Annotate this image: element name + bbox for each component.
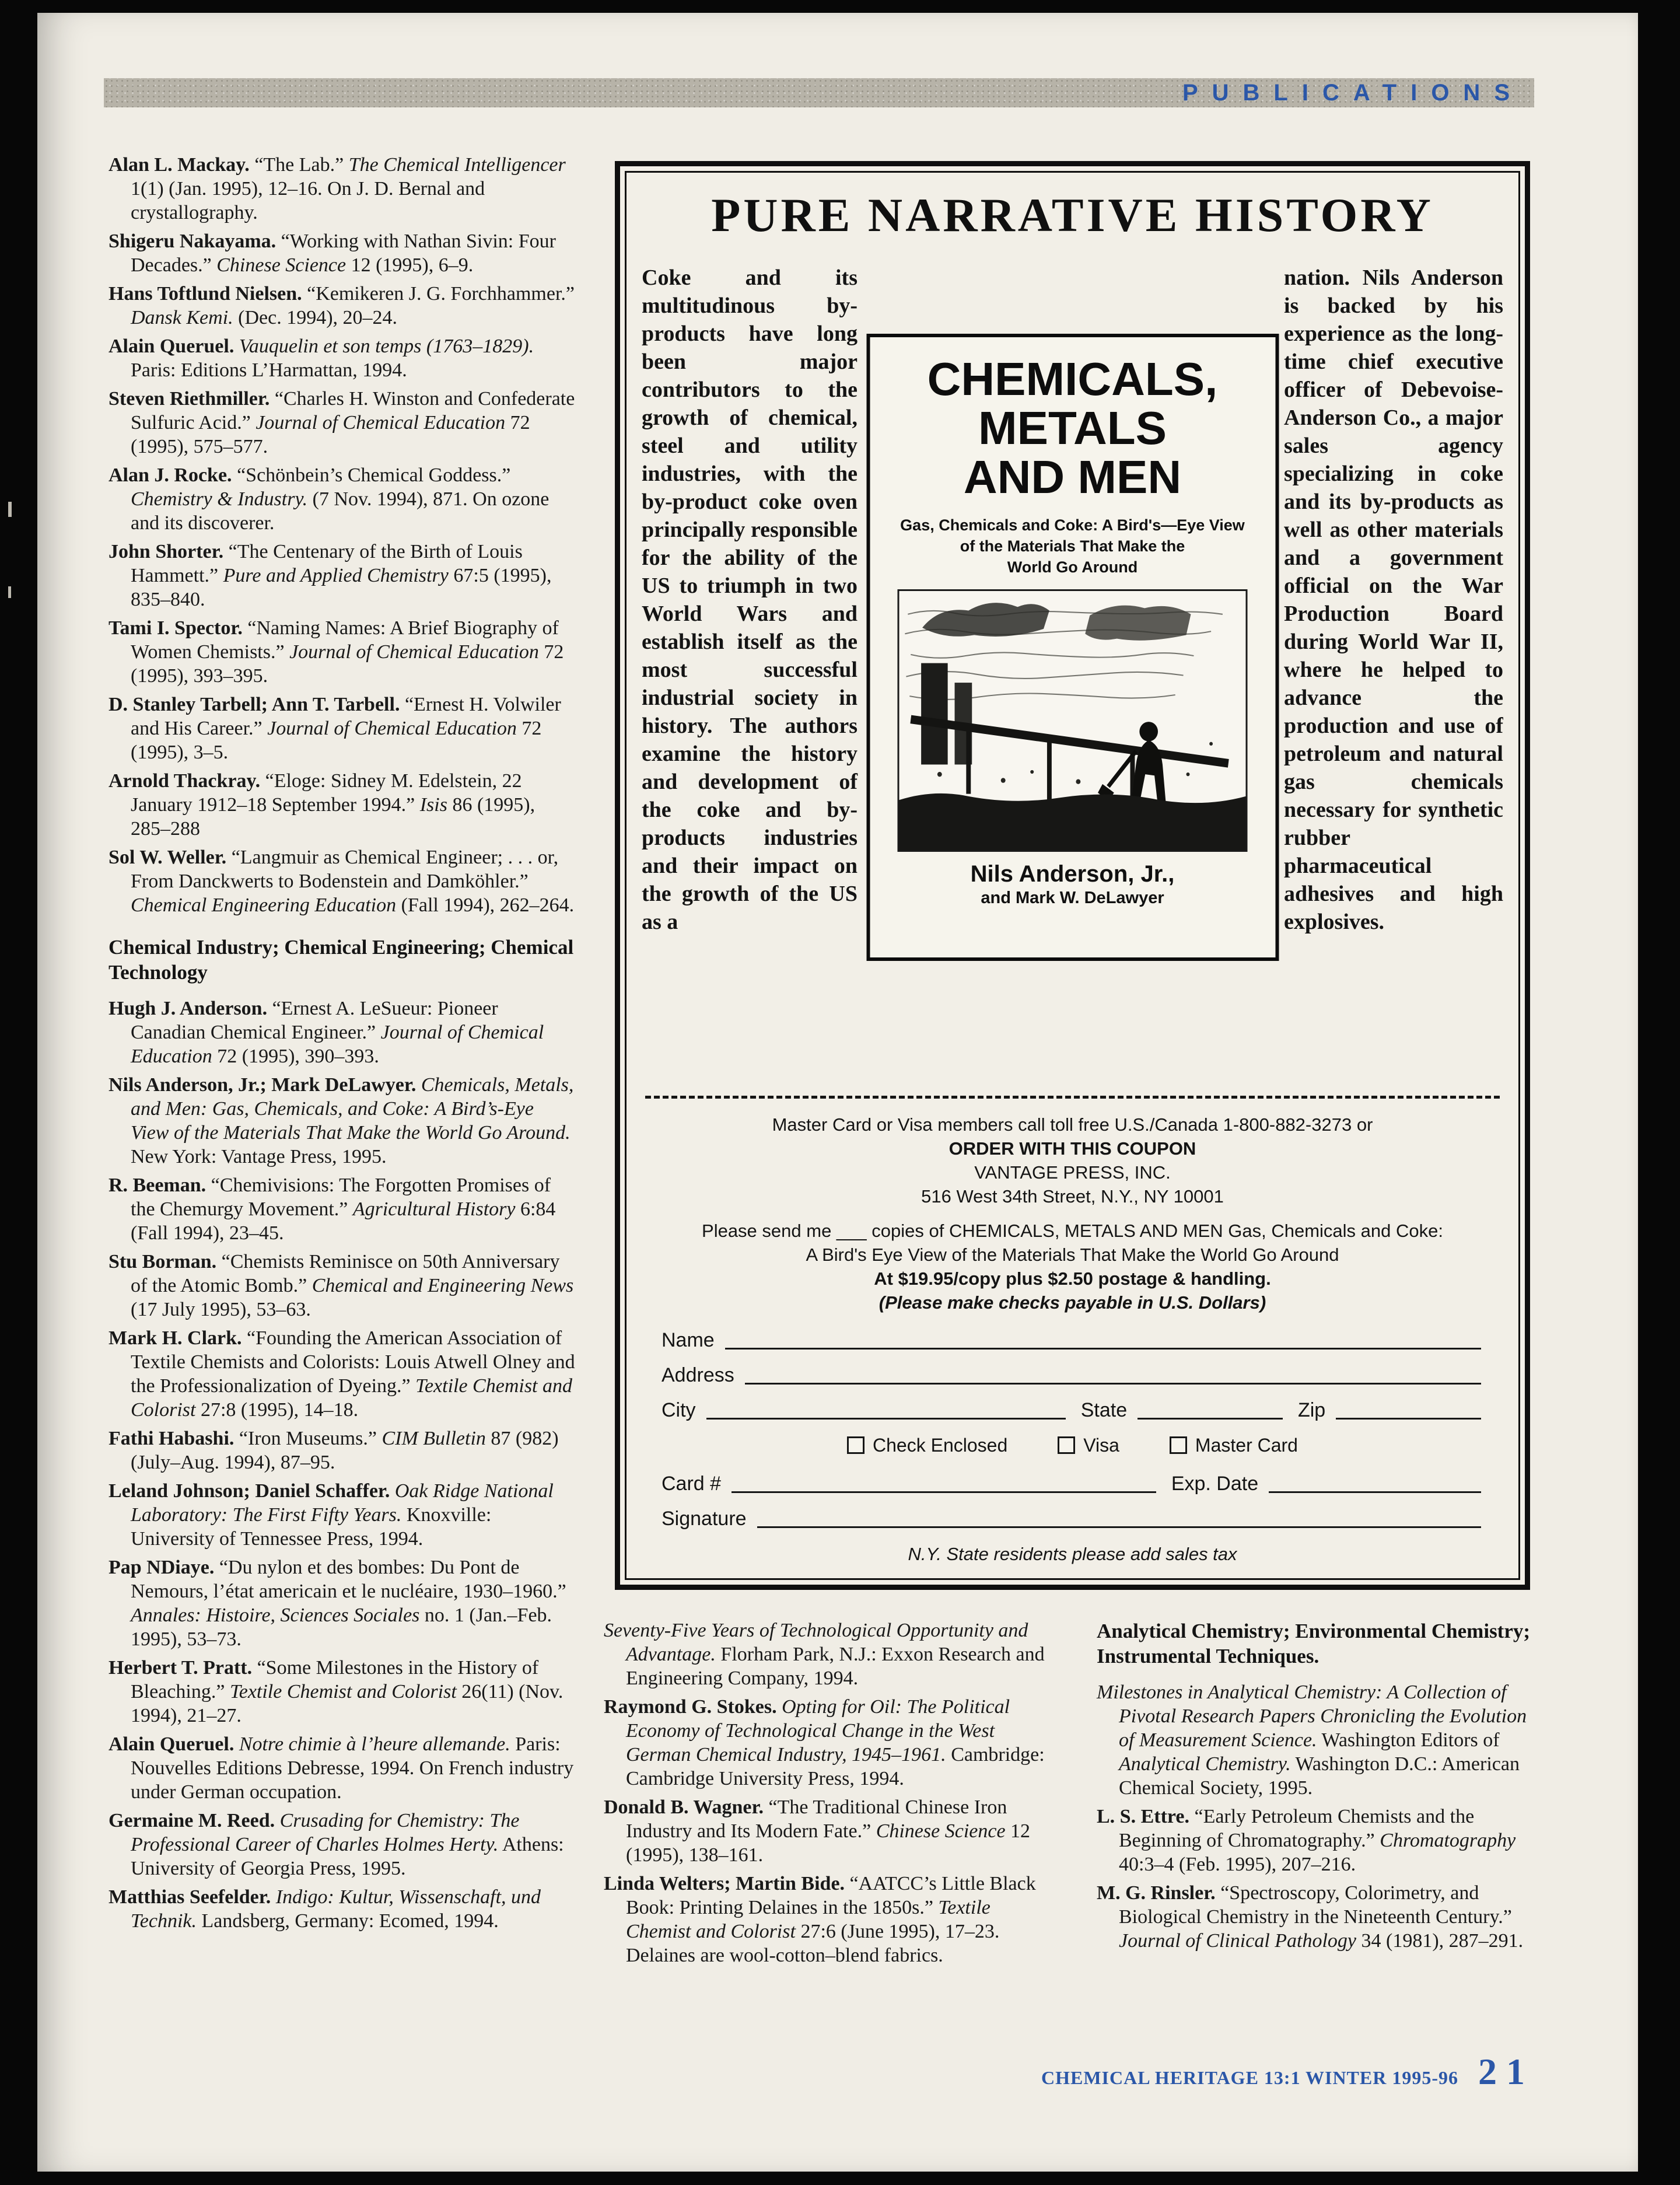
bibliography-entry: Arnold Thackray. “Eloge: Sidney M. Edelstein, 22 January 1912–18 September 1994.” Isis 86 (1995), 285–288 <box>108 770 536 840</box>
page-section-title: PUBLICATIONS <box>1182 80 1524 106</box>
name-field-row <box>662 1329 1483 1352</box>
bibliography-entry: Donald B. Wagner. “The Traditional Chinese Iron Industry and Its Modern Fate.” Chinese Science 12 (1995), 138–161. <box>604 1796 1031 1866</box>
signature-line <box>757 1510 1481 1528</box>
order-coupon-heading: ORDER WITH THIS COUPON <box>949 1138 1196 1159</box>
text-line: CHEMICALS, <box>927 353 1218 405</box>
state-field-label: State <box>1080 1399 1128 1421</box>
master-card-option <box>1170 1434 1298 1457</box>
bibliography-entry: John Shorter. “The Centenary of the Birth of Louis Hammett.” Pure and Applied Chemistry 67:5 (1995), 835–840. <box>108 541 552 610</box>
scan-artifact <box>8 502 12 517</box>
bibliography-entry: Alain Queruel. Notre chimie à l’heure allemande. Paris: Nouvelles Editions Debresse, 1994. On French industry under German occupation. <box>108 1733 574 1803</box>
bibliography-entry: Steven Riethmiller. “Charles H. Winston and Confederate Sulfuric Acid.” Journal of Chemical Education 72 (1995), 575–577. <box>108 388 575 457</box>
bibliography-entry: Alan J. Rocke. “Schönbein’s Chemical Goddess.” Chemistry & Industry. (7 Nov. 1994), 871. On ozone and its discoverer. <box>108 464 550 534</box>
zip-field-label: Zip <box>1297 1399 1326 1421</box>
bibliography-entry: Milestones in Analytical Chemistry: A Collection of Pivotal Research Papers Chronicling the Evolution of Measurement Science. Washington Editors of Analytical Chemistry. Washington D.C.: American Chemical Society, 1995. <box>1097 1681 1527 1799</box>
bibliography-column-middle <box>604 1618 1058 1972</box>
bibliography-column-left <box>108 153 575 1938</box>
city-state-zip-row <box>662 1399 1483 1422</box>
state-field-line <box>1138 1401 1283 1420</box>
bibliography-entry: Mark H. Clark. “Founding the American Association of Textile Chemists and Colorists: Louis Atwell Olney and the Professionalization of Dyeing.” Textile Chemist and Colorist 27:8 (1995), 14–18. <box>108 1327 575 1421</box>
bibliography-entry: Stu Borman. “Chemists Reminisce on 50th Anniversary of the Atomic Bomb.” Chemical and Engineering News (17 July 1995), 53–63. <box>108 1251 574 1320</box>
bibliography-entry: M. G. Rinsler. “Spectroscopy, Colorimetry, and Biological Chemistry in the Nineteenth Century.” Journal of Clinical Pathology 34 (1981), 287–291. <box>1097 1882 1524 1952</box>
book-advertisement <box>615 161 1530 1590</box>
journal-issue-line: CHEMICAL HERITAGE 13:1 WINTER 1995-96 <box>1041 2067 1458 2088</box>
bibliography-entry: Fathi Habashi. “Iron Museums.” CIM Bulletin 87 (982) (July–Aug. 1994), 87–95. <box>108 1428 559 1473</box>
name-field-label: Name <box>662 1329 715 1351</box>
book-subtitle <box>870 515 1275 578</box>
bibliography-entry: Shigeru Nakayama. “Working with Nathan Sivin: Four Decades.” Chinese Science 12 (1995), 6–9. <box>108 230 556 276</box>
book-author-secondary: and Mark W. DeLawyer <box>981 889 1164 907</box>
section-heading-chemical-industry: Chemical Industry; Chemical Engineering; Chemical Technology <box>108 936 574 984</box>
order-coupon <box>642 1113 1503 1566</box>
address-field-line <box>745 1366 1481 1385</box>
bibliography-entry: Hugh J. Anderson. “Ernest A. LeSueur: Pioneer Canadian Chemical Engineer.” Journal of Chemical Education 72 (1995), 390–393. <box>108 998 544 1067</box>
signature-row <box>662 1507 1483 1530</box>
bibliography-entry: Sol W. Weller. “Langmuir as Chemical Engineer; . . . or, From Danckwerts to Bodenstein and Damköhler.” Chemical Engineering Education (Fall 1994), 262–264. <box>108 847 575 916</box>
card-number-line <box>732 1475 1156 1493</box>
bibliography-entry: R. Beeman. “Chemivisions: The Forgotten Promises of the Chemurgy Movement.” Agricultural History 6:84 (Fall 1994), 23–45. <box>108 1174 556 1244</box>
bibliography-entry: D. Stanley Tarbell; Ann T. Tarbell. “Ernest H. Volwiler and His Career.” Journal of Chemical Education 72 (1995), 3–5. <box>108 694 561 763</box>
master-card-label: Master Card <box>1195 1435 1298 1456</box>
page-number: 21 <box>1478 2051 1534 2092</box>
check-enclosed-label: Check Enclosed <box>873 1435 1008 1456</box>
bibliography-entry: Matthias Seefelder. Indigo: Kultur, Wissenschaft, und Technik. Landsberg, Germany: Ecomed, 1994. <box>108 1886 541 1932</box>
bibliography-entry: Leland Johnson; Daniel Schaffer. Oak Ridge National Laboratory: The First Fifty Years. Knoxville: University of Tennessee Press, 1994. <box>108 1480 554 1550</box>
ad-body <box>642 264 1503 1081</box>
entry-list-right <box>1097 1680 1547 1953</box>
bibliography-entry: Linda Welters; Martin Bide. “AATCC’s Little Black Book: Printing Delaines in the 1850s.” Textile Chemist and Colorist 27:6 (June 1995), 17–23. Delaines are wool-cotton–blend fabrics. <box>604 1873 1036 1966</box>
publications-header-bar <box>104 78 1534 107</box>
bibliography-entry: Alain Queruel. Vauquelin et son temps (1763–1829). Paris: Editions L’Harmattan, 1994. <box>108 335 534 381</box>
text-line: AND MEN <box>963 451 1182 503</box>
visa-label: Visa <box>1083 1435 1119 1456</box>
ad-title: PURE NARRATIVE HISTORY <box>711 188 1434 242</box>
address-field-label: Address <box>662 1364 734 1386</box>
bibliography-entry: Raymond G. Stokes. Opting for Oil: The Political Economy of Technological Change in the West German Chemical Industry, 1945–1961. Cambridge: Cambridge University Press, 1994. <box>604 1696 1045 1789</box>
entry-list-middle <box>604 1618 1058 1967</box>
bibliography-entry: Alan L. Mackay. “The Lab.” The Chemical Intelligencer 1(1) (Jan. 1995), 12–16. On J. D. Bernal and crystallography. <box>108 154 566 223</box>
exp-date-line <box>1269 1475 1481 1493</box>
check-enclosed-checkbox <box>847 1436 864 1454</box>
text-line: of the Materials That Make the <box>960 537 1185 555</box>
city-field-line <box>706 1401 1066 1420</box>
entry-list-top <box>108 153 575 917</box>
coupon-checks-line: (Please make checks payable in U.S. Dollars) <box>878 1292 1266 1313</box>
card-number-label: Card # <box>662 1473 722 1495</box>
coupon-price-line: At $19.95/copy plus $2.50 postage & handling. <box>874 1268 1271 1289</box>
bibliography-entry: Germaine M. Reed. Crusading for Chemistry: The Professional Career of Charles Holmes Herty. Athens: University of Georgia Press, 1995. <box>108 1810 564 1879</box>
bibliography-entry: Nils Anderson, Jr.; Mark DeLawyer. Chemicals, Metals, and Men: Gas, Chemicals, and Coke: A Bird’s-Eye View of the Materials That Make the World Go Around. New York: Vantage Press, 1995. <box>108 1074 574 1167</box>
city-field-label: City <box>662 1399 696 1421</box>
signature-label: Signature <box>662 1508 747 1530</box>
book-title <box>870 355 1275 502</box>
visa-option <box>1058 1434 1119 1457</box>
bibliography-entry: L. S. Ettre. “Early Petroleum Chemists and the Beginning of Chromatography.” Chromatography 40:3–4 (Feb. 1995), 207–216. <box>1097 1806 1516 1875</box>
page-footer <box>1041 2050 1534 2093</box>
ad-inner-frame <box>625 171 1520 1580</box>
text-line: World Go Around <box>1007 558 1138 576</box>
exp-date-label: Exp. Date <box>1171 1473 1259 1495</box>
publisher-name: VANTAGE PRESS, INC. <box>974 1162 1171 1183</box>
coupon-send-line2: A Bird's Eye View of the Materials That Make the World Go Around <box>806 1244 1339 1265</box>
bibliography-entry: Tami I. Spector. “Naming Names: A Brief Biography of Women Chemists.” Journal of Chemical Education 72 (1995), 393–395. <box>108 617 564 687</box>
ad-copy-left: Coke and its multitudinous by-products have long been major contributors to the growth of chemical, steel and utility industries, with the by-product coke oven principally responsible for the ability of the US to triumph in two World Wars and establish itself as the most successful industrial society in history. The authors examine the history and development of the coke and by-products industries and their impact on the growth of the US as a <box>642 265 858 934</box>
entry-list-bottom <box>108 997 575 1933</box>
coupon-divider <box>645 1096 1500 1099</box>
publisher-address: 516 West 34th Street, N.Y., NY 10001 <box>921 1186 1224 1207</box>
phone-order-line: Master Card or Visa members call toll free U.S./Canada 1-800-882-3273 or <box>772 1114 1373 1135</box>
bibliography-column-right <box>1097 1618 1547 1957</box>
text-line: METALS <box>978 402 1167 454</box>
address-field-row <box>662 1364 1483 1387</box>
bibliography-entry: Pap NDiaye. “Du nylon et des bombes: Du Pont de Nemours, l’état americain et le nucléaire, 1930–1960.” Annales: Histoire, Sciences Sociales no. 1 (Jan.–Feb. 1995), 53–73. <box>108 1557 566 1650</box>
tax-note: N.Y. State residents please add sales tax <box>908 1544 1237 1564</box>
bibliography-entry: Hans Toftlund Nielsen. “Kemikeren J. G. Forchhammer.” Dansk Kemi. (Dec. 1994), 20–24. <box>108 283 575 328</box>
payment-options <box>662 1434 1483 1457</box>
scan-artifact <box>8 586 11 598</box>
book-author-primary: Nils Anderson, Jr., <box>970 861 1175 887</box>
master-card-checkbox <box>1170 1436 1187 1454</box>
name-field-line <box>725 1331 1481 1350</box>
check-enclosed-option <box>847 1434 1007 1457</box>
zip-field-line <box>1336 1401 1481 1420</box>
section-heading-analytical: Analytical Chemistry; Environmental Chemistry; Instrumental Techniques. <box>1097 1620 1531 1667</box>
ad-copy-right: nation. Nils Anderson is backed by his experience as the long-time chief executive officer of Debevoise-Anderson Co., a major sales agency specializing in coke and its by-products as well as other materials and a government official on the War Production Board during World War II, where he helped to advance the production and use of petroleum and natural gas chemicals necessary for synthetic rubber pharmaceutical adhesives and high explosives. <box>1284 265 1503 934</box>
visa-checkbox <box>1058 1436 1075 1454</box>
bibliography-entry: Herbert T. Pratt. “Some Milestones in the History of Bleaching.” Textile Chemist and Colorist 26(11) (Nov. 1994), 21–27. <box>108 1657 564 1726</box>
card-exp-row <box>662 1472 1483 1495</box>
text-line: Gas, Chemicals and Coke: A Bird's—Eye View <box>900 516 1245 534</box>
book-cover <box>866 334 1279 961</box>
book-cover-illustration <box>898 589 1248 852</box>
coupon-send-line1: Please send me ___ copies of CHEMICALS, METALS AND MEN Gas, Chemicals and Coke: <box>702 1221 1443 1241</box>
magazine-page <box>37 13 1638 2172</box>
bibliography-entry: Seventy-Five Years of Technological Opportunity and Advantage. Florham Park, N.J.: Exxon Research and Engineering Company, 1994. <box>604 1620 1045 1689</box>
coupon-form <box>662 1329 1483 1530</box>
